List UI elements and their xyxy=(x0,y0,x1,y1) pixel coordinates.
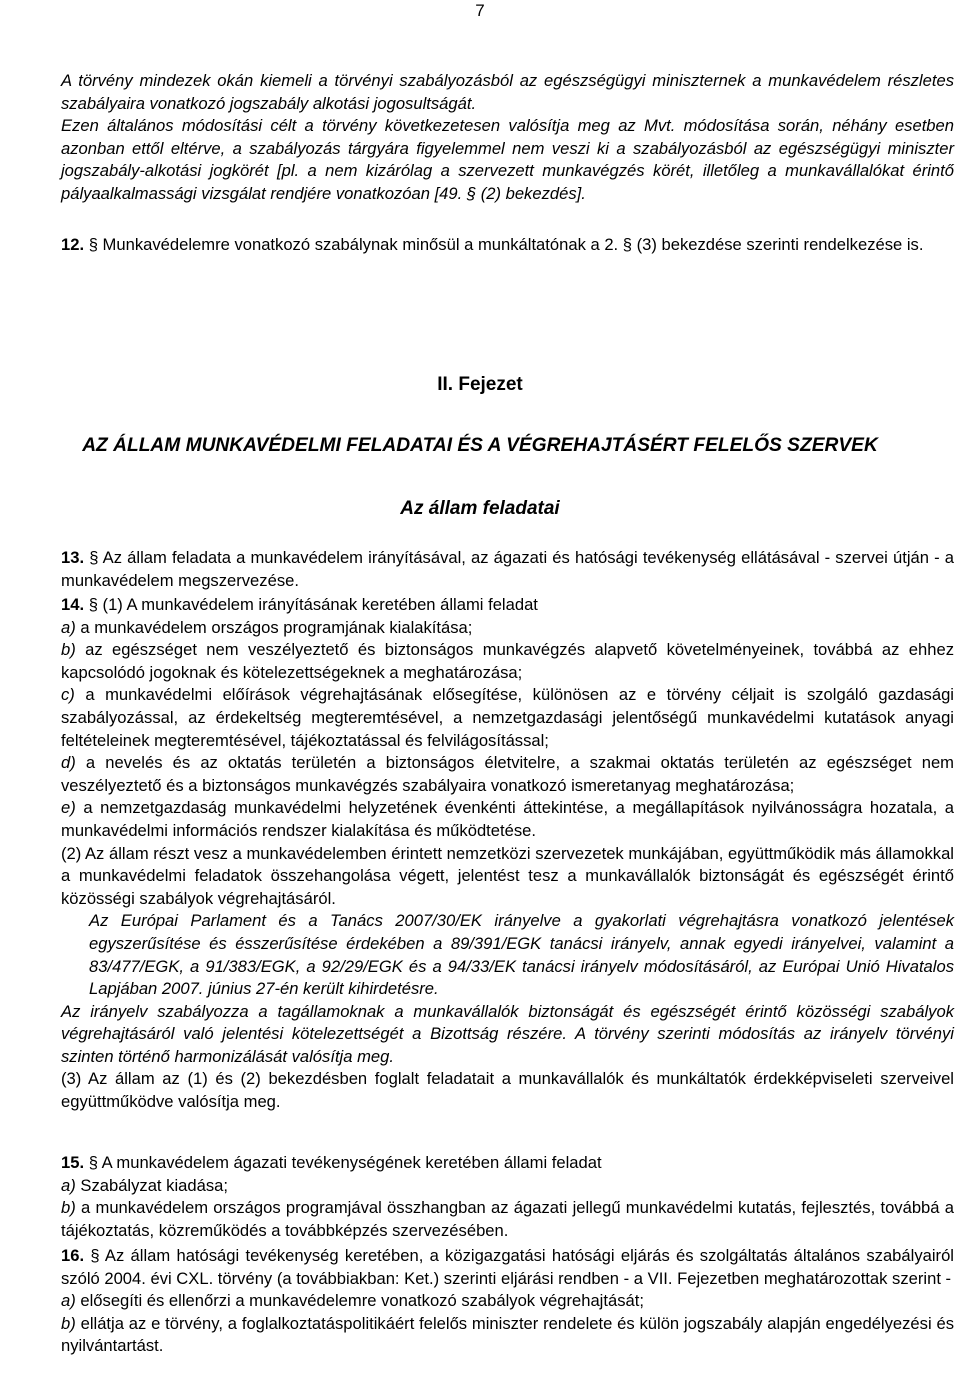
point-text: a munkavédelmi előírások végrehajtásának elősegítése, különösen az e törvény céljait is szolgáló gazdasági szabályozással, az érdekeltség megteremtésével, a nemzetgazdasági jelentőségű munkavédelmi kutatások anyagi feltételeinek megteremtésével, tájékoztatással és felvilágosítással; xyxy=(61,685,954,750)
section-number: 14. xyxy=(61,595,85,614)
point-a xyxy=(5,1175,954,1198)
section-lead: A munkavédelem ágazati tevékenységének keretében állami feladat xyxy=(97,1153,602,1172)
commentary-paragraph-2: Az irányelv szabályozza a tagállamoknak a munkavállalók biztonságát és egészségét érintő közösségi szabályok végrehajtásáról való jelentési kötelezettségét a Bizottság részére. A törvény szerinti módosítás az irányelv törvényi szinten történő harmonizálását valósítja meg. xyxy=(61,1001,954,1066)
point-mark: b) xyxy=(61,640,76,660)
point-e xyxy=(5,797,954,842)
section-sign: § xyxy=(88,235,98,254)
point-mark: b) xyxy=(61,1313,76,1333)
intro-paragraph-2: Ezen általános módosítási célt a törvény következetesen valósítja meg az Mvt. módosítása során, néhány esetben azonban ettől eltérve, a szabályozás tárgyára figyelemmel nem veszi ki a szabályozásból az egészségügyi miniszter jogszabály-alkotási jogkörét [pl. a nem kizárólag a szervezett munkavégzés körét, illetőleg a munkavállalókat érintő pályaalkalmassági vizsgálat rendjére vonatkozóan [49. § (2) bekezdés]. xyxy=(61,116,954,203)
point-text: a nemzetgazdaság munkavédelmi helyzetének évenkénti áttekintése, a megállapítások nyilvánosságra hozatala, a munkavédelmi információs rendszer kialakítása és működtetése. xyxy=(61,798,954,840)
point-mark: c) xyxy=(61,685,75,705)
point-text: a munkavédelem országos programjával összhangban az ágazati jellegű munkavédelmi kutatás, fejlesztés, továbbá a tájékoztatás, közreműködés a továbbképzés szervezésében. xyxy=(61,1198,954,1240)
point-mark: d) xyxy=(61,753,76,773)
point-mark: a) xyxy=(61,1175,76,1195)
intro-commentary xyxy=(5,70,954,206)
section-lead: (1) A munkavédelem irányításának keretében állami feladat xyxy=(97,595,538,614)
point-text: elősegíti és ellenőrzi a munkavédelemre vonatkozó szabályok végrehajtását; xyxy=(75,1291,644,1311)
point-text: a munkavédelem országos programjának kialakítása; xyxy=(75,617,473,637)
commentary xyxy=(5,910,954,1068)
point-mark: e) xyxy=(61,798,76,818)
section-text: Az állam feladata a munkavédelem irányításával, az ágazati és hatósági tevékenység ellátásával - szervei útján - a munkavédelem megszervezése. xyxy=(61,548,954,590)
point-b xyxy=(5,639,954,684)
point-b xyxy=(5,1313,954,1358)
section-15 xyxy=(5,1152,954,1242)
section-lead: Az állam hatósági tevékenység keretében, a közigazgatási hatósági eljárás és szolgáltatás általános szabályairól szóló 2004. évi CXL. törvény (a továbbiakban: Ket.) szerinti eljárási rendben - a VII. Fejezetben meghatározottak szerint - xyxy=(61,1246,954,1288)
point-text: Szabályzat kiadása; xyxy=(75,1175,228,1195)
section-number: 16. xyxy=(61,1246,85,1265)
section-number: 12. xyxy=(61,235,85,254)
point-a xyxy=(5,1290,954,1313)
point-mark: a) xyxy=(61,617,76,637)
section-sign: § xyxy=(90,1246,100,1265)
point-b xyxy=(5,1197,954,1242)
paragraph-2: (2) Az állam részt vesz a munkavédelemben érintett nemzetközi szervezetek munkájában, együttműködik más államokkal a munkavédelmi feladatok összehangolása végett, jelentést tesz a munkavállalók biztonságát és egészségét érintő közösségi szabályok végrehajtásáról. xyxy=(61,843,954,908)
section-text: Munkavédelemre vonatkozó szabálynak minősül a munkáltatónak a 2. § (3) bekezdése szerinti rendelkezése is. xyxy=(97,235,924,254)
point-mark: a) xyxy=(61,1291,76,1311)
commentary-paragraph-1: Az Európai Parlament és a Tanács 2007/30/EK irányelve a gyakorlati végrehajtásra vonatkozó jelentések egyszerűsítése és ésszerűsítése érdekében a 89/391/EGK tanácsi irányelv, annak egyedi irányelvei, valamint a 83/477/EGK, a 91/383/EGK, a 92/29/EGK és a 94/33/EK tanácsi irányelv módosításáról, az Európai Unió Hivatalos Lapjában 2007. június 27-én került kihirdetésre. xyxy=(89,911,954,999)
point-mark: b) xyxy=(61,1198,76,1218)
chapter-number: II. Fejezet xyxy=(437,374,523,395)
section-sign: § xyxy=(88,1153,98,1172)
section-title: Az állam feladatai xyxy=(400,498,560,519)
paragraph-3: (3) Az állam az (1) és (2) bekezdésben foglalt feladatait a munkavállalók és munkáltatók érdekképviseleti szerveivel együttműködve valósítja meg. xyxy=(61,1069,954,1112)
section-number: 13. xyxy=(61,548,85,567)
chapter-title: AZ ÁLLAM MUNKAVÉDELMI FELADATAI ÉS A VÉGREHAJTÁSÉRT FELELŐS SZERVEK xyxy=(82,435,878,456)
point-a xyxy=(5,617,954,640)
section-number: 15. xyxy=(61,1153,85,1172)
section-sign: § xyxy=(89,548,99,567)
section-14 xyxy=(5,594,954,1114)
intro-paragraph-1: A törvény mindezek okán kiemeli a törvényi szabályozásból az egészségügyi miniszternek a munkavédelem részletes szabályaira vonatkozó jogszabály alkotási jogosultságát. xyxy=(61,71,954,113)
page-number: 7 xyxy=(475,1,485,20)
point-text: a nevelés és az oktatás területén a biztonságos életvitelre, a szakmai oktatás területén az egészséget nem veszélyeztető és a biztonságos munkavégzés szabályaira vonatkozó ismeretanyag meghatározása; xyxy=(61,753,954,795)
point-text: az egészséget nem veszélyeztető és biztonságos munkavégzés alapvető követelményeinek, továbbá az ehhez kapcsolódó jogoknak és kötelezettségeknek a meghatározása; xyxy=(61,640,954,682)
section-16 xyxy=(5,1245,954,1358)
point-c xyxy=(5,684,954,752)
point-d xyxy=(5,752,954,797)
point-text: ellátja az e törvény, a foglalkoztatáspolitikáért felelős miniszter rendelete és külön jogszabály alapján engedélyezési és nyilvántartást. xyxy=(61,1313,954,1356)
section-13 xyxy=(5,547,954,592)
section-12 xyxy=(5,234,954,257)
section-sign: § xyxy=(88,595,98,614)
